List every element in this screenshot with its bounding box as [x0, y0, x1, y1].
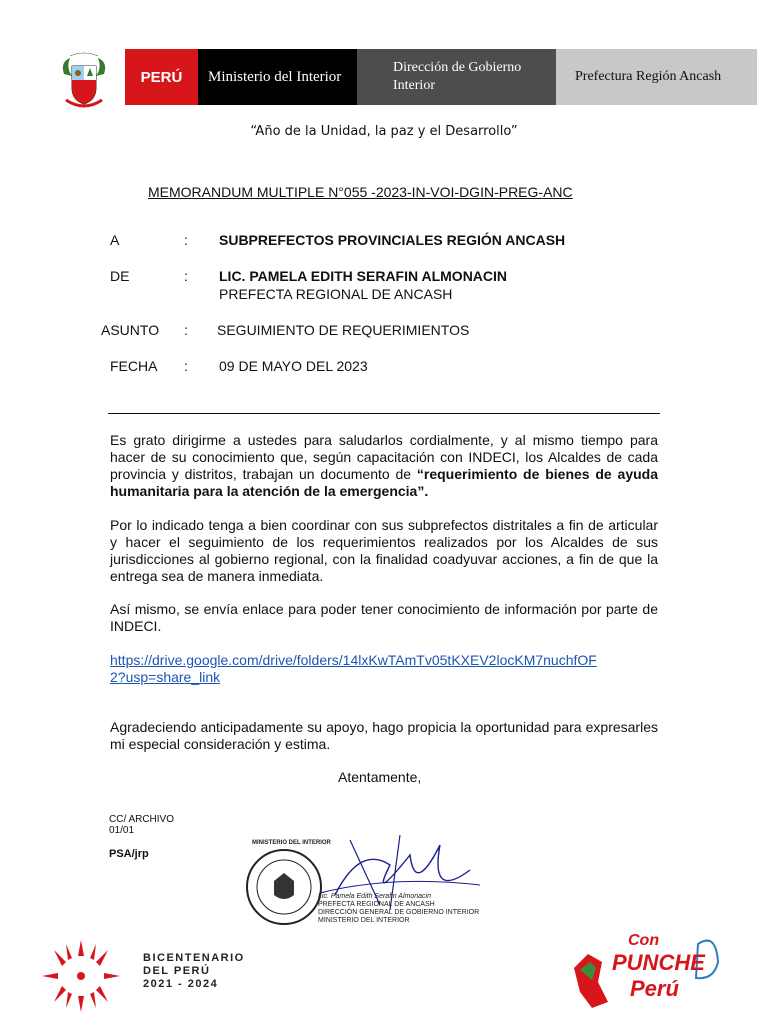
from-name: LIC. PAMELA EDITH SERAFIN ALMONACIN: [219, 268, 508, 284]
cc-line-2: 01/01: [109, 825, 135, 836]
con-punche-peru-logo: [568, 922, 728, 1018]
signature-name: Lic. Pamela Edith Serafin Almonacin: [318, 893, 431, 900]
subject-colon: :: [184, 322, 188, 338]
to-label: A: [110, 232, 120, 248]
direction-label: [357, 49, 556, 105]
date-label: FECHA: [110, 358, 158, 374]
from-role: PREFECTA REGIONAL DE ANCASH: [219, 286, 453, 302]
initials: PSA/jrp: [109, 848, 149, 860]
paragraph-2: Por lo indicado tenga a bien coordinar con sus subprefectos distritales a fin de articular y hacer el seguimiento de los requerimientos realizados por los Alcaldes de sus jurisdicciones al gobierno regional, con la finalidad coadyuvar acciones, a fin de que la entrega sea de manera inmediata.: [110, 517, 658, 584]
peru-label: PERÚ: [125, 49, 198, 105]
drive-link-line-2[interactable]: 2?usp=share_link: [110, 669, 221, 685]
subject-label: ASUNTO: [101, 322, 160, 338]
campaign-word-1: Con: [628, 932, 660, 949]
from-colon: :: [184, 268, 188, 284]
to-colon: :: [184, 232, 188, 248]
date-value: 09 DE MAYO DEL 2023: [219, 358, 368, 374]
cc-block: [109, 814, 174, 836]
campaign-word-2: PUNCHE: [612, 950, 705, 975]
bicentenario-logo: [36, 938, 126, 1014]
paragraph-1-bold: “requerimiento de bienes de ayuda humanitaria para la atención de la emergencia”.: [110, 466, 659, 499]
prefecture-label: Prefectura Región Ancash: [556, 49, 757, 105]
direction-line-2: Interior: [393, 78, 435, 93]
bicent-line-1: BICENTENARIO: [143, 952, 245, 964]
separator-rule: [108, 413, 660, 414]
year-motto: “Año de la Unidad, la paz y el Desarrollo”: [250, 124, 518, 139]
to-value: SUBPREFECTOS PROVINCIALES REGIÓN ANCASH: [219, 232, 566, 248]
ministry-label: Ministerio del Interior: [198, 49, 357, 105]
paragraph-1: [110, 432, 658, 500]
coat-of-arms-logo: [58, 52, 110, 112]
drive-link[interactable]: [110, 652, 658, 686]
signature-org-1: DIRECCIÓN GENERAL DE GOBIERNO INTERIOR: [318, 909, 480, 916]
from-label: DE: [110, 268, 130, 284]
subject-value: SEGUIMIENTO DE REQUERIMIENTOS: [217, 322, 470, 338]
paragraph-3: Así mismo, se envía enlace para poder tener conocimiento de información por parte de INDECI.: [110, 601, 658, 634]
bicentenario-text: [143, 952, 245, 991]
date-colon: :: [184, 358, 188, 374]
paragraph-1-text: Es grato dirigirme a ustedes para saludarlos cordialmente, y al mismo tiempo para hacer de su conocimiento que, según capacitación con INDECI, los Alcaldes de cada provincia y distritos, trabajan un documento de: [110, 432, 658, 482]
campaign-word-3: Perú: [630, 976, 679, 1001]
drive-link-line-1[interactable]: https://drive.google.com/drive/folders/14lxKwTAmTv05tKXEV2locKM7nuchfOF: [110, 652, 597, 668]
closing: Atentamente,: [338, 769, 422, 785]
bicent-line-3: 2021 - 2024: [143, 978, 219, 990]
direction-line-1: Dirección de Gobierno: [393, 60, 522, 75]
signature-org-2: MINISTERIO DEL INTERIOR: [318, 917, 410, 924]
signature-block: [318, 893, 479, 925]
signature-role: PREFECTA REGIONAL DE ANCASH: [318, 901, 435, 908]
cc-line-1: CC/ ARCHIVO: [109, 814, 175, 825]
seal-text: MINISTERIO DEL INTERIOR: [252, 840, 331, 846]
paragraph-4: Agradeciendo anticipadamente su apoyo, hago propicia la oportunidad para expresarles mi especial consideración y estima.: [110, 719, 658, 752]
bicent-line-2: DEL PERÚ: [143, 965, 211, 977]
memo-title: MEMORANDUM MULTIPLE N°055 -2023-IN-VOI-DGIN-PREG-ANC: [148, 184, 573, 200]
